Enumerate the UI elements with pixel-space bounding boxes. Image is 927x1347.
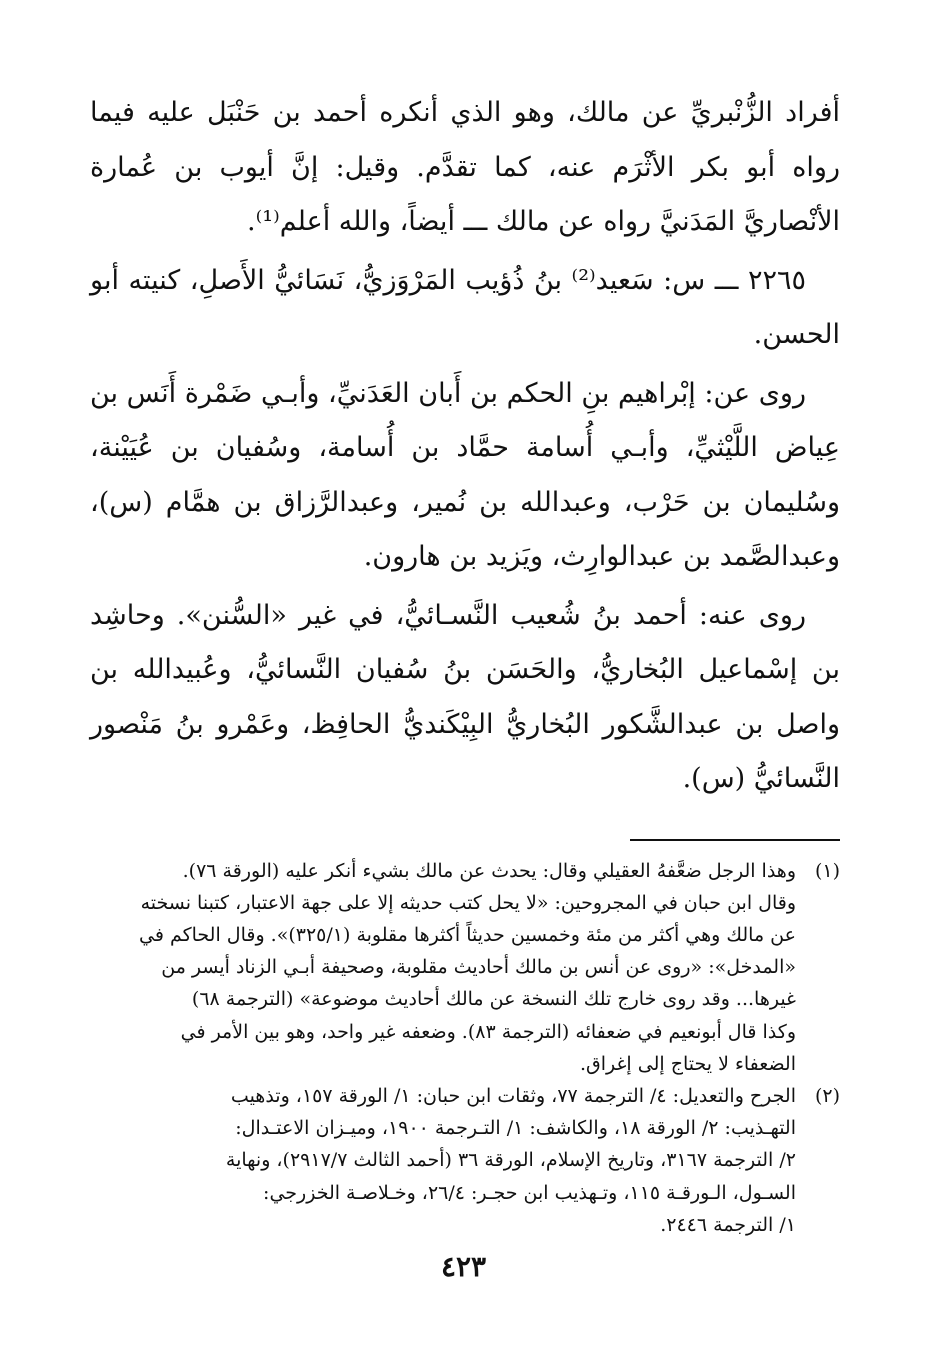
footnote-line: الجرح والتعديل: ٤/ الترجمة ٧٧، وثقات ابن حبان: ١/ الورقة ١٥٧، وتذهيب xyxy=(230,1084,796,1107)
footnote-line: وهذا الرجل ضعَّفهُ العقيلي وقال: يحدث عن مالك بشيء أنكر عليه (الورقة ٧٦). xyxy=(182,859,796,882)
footnote-line: وكذا قال أبونعيم في ضعفائه (الترجمة ٨٣). وضعفه غير واحد، وهو بين الأمر في xyxy=(180,1020,796,1043)
footnote-divider xyxy=(630,839,840,841)
footnote-text xyxy=(90,1080,796,1241)
main-text xyxy=(90,86,840,807)
paragraph-narrators: روى عنه: أحمد بنُ شُعيب النَّسـائيُّ، في غير «السُّنن». وحاشِد بن إسْماعيل البُخاريُّ، والحَسَن بنُ سُفيان النَّسائيُّ، وعُبيدالله بن واصل بن عبدالشَّكور البُخاريُّ البِيْكَنديُّ الحافِظ، وعَمْرو بنُ مَنْصور النَّسائيُّ (س). xyxy=(90,599,840,794)
footnote-text xyxy=(90,855,796,1080)
footnote-line: ١/ الترجمة ٢٤٤٦. xyxy=(660,1213,796,1236)
footnote-line: الضعفاء لا يحتاج إلى إغراق. xyxy=(579,1052,796,1075)
footnote-line: «المدخل»: «روى عن أنس بن مالك أحاديث مقلوبة، وصحيفة أبـي الزناد أيسر من xyxy=(161,956,796,979)
footnote-number: (١) xyxy=(814,859,840,882)
footnote-line: السـول، الـورقـة ١١٥، وتـهذيب ابن حجـر: ٢٦/٤، وخـلاصـة الخزرجي: xyxy=(263,1181,796,1204)
footnote-line: غيرها... وقد روى خارج تلك النسخة عن مالك أحاديث موضوعة» (الترجمة ٦٨) xyxy=(191,988,796,1011)
page xyxy=(90,86,840,1241)
footnote-line: عن مالك وهي أكثر من مئة وخمسين حديثاً أكثرها مقلوبة (٣٢٥/١)». وقال الحاكم في xyxy=(138,923,796,946)
footnotes xyxy=(90,855,840,1241)
footnote-line: ٢/ الترجمة ٣١٦٧، وتاريخ الإسلام، الورقة ٣٦ (أحمد الثالث ٢٩١٧/٧)، ونهاية xyxy=(225,1149,796,1172)
footnote-number: (٢) xyxy=(814,1084,840,1107)
footnote-line: وقال ابن حبان في المجروحين: «لا يحل كتب حديثه إلا على جهة الاعتبار، كتبنا نسخته xyxy=(140,891,796,914)
footnote-line: التهـذيب: ٢/ الورقة ١٨، والكاشف: ١/ التـرجمة ١٩٠٠، وميـزان الاعتـدال: xyxy=(235,1117,796,1140)
footnote-2 xyxy=(90,1080,840,1241)
paragraph-entry-heading: ٢٢٦٥ ـــ س: سَعيد⁽²⁾ بنُ ذُؤيب المَرْوَزيُّ، نَسَائيُّ الأَصلِ، كنيته أبو الحسن. xyxy=(90,264,840,350)
footnote-1 xyxy=(90,855,840,1080)
paragraph-intro: أفراد الزُّنْبريِّ عن مالك، وهو الذي أنكره أحمد بن حَنْبَل عليه فيما رواه أبو بكر الأثْرَم عنه، كما تقدَّم. وقيل: إنَّ أيوب بن عُمارة الأنْصاريَّ المَدَنيَّ رواه عن مالك ـــ أيضاً، والله أعلم⁽¹⁾. xyxy=(90,97,840,237)
page-number: ٤٢٣ xyxy=(440,1250,487,1283)
paragraph-narrated-from: روى عن: إبْراهيم بنِ الحكم بن أَبان العَدَنيِّ، وأبـي ضَمْرة أَنَس بن عِياض اللَّيْثيِّ، وأبـي أُسامة حمَّاد بن أُسامة، وسُفيان بن عُيَيْنة، وسُليمان بن حَرْب، وعبدالله بن نُمير، وعبدالرَّزاق بن همَّام (س)، وعبدالصَّمد بن عبدالوارِث، ويَزيد بن هارون. xyxy=(90,377,840,572)
